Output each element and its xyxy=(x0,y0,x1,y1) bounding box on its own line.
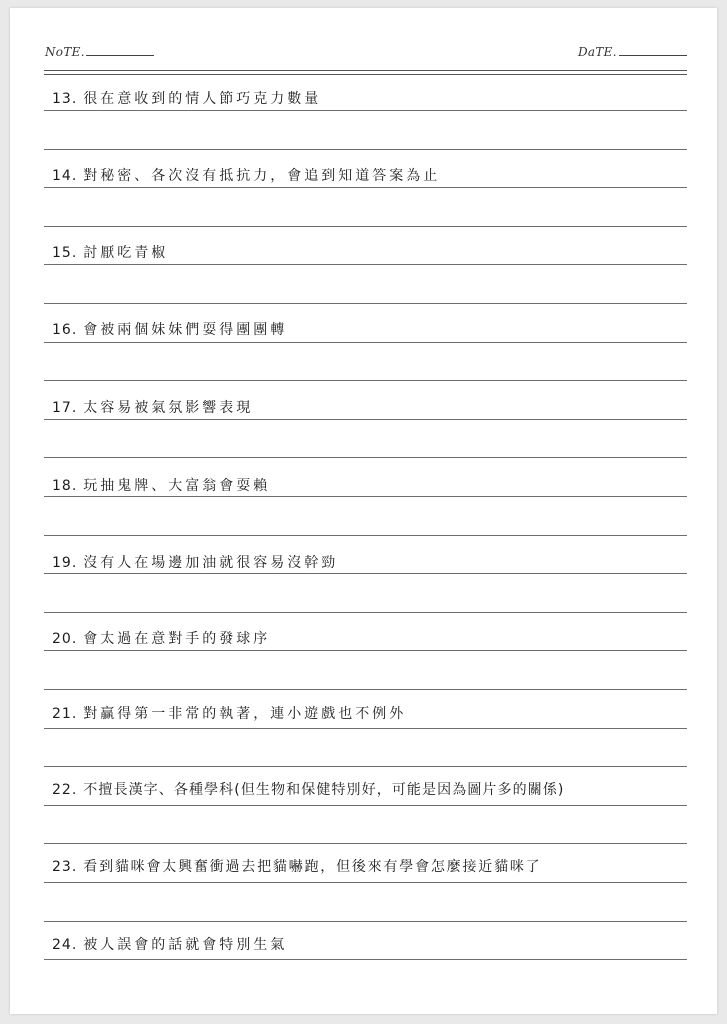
entry-text: 會被兩個妹妹們耍得團團轉 xyxy=(83,322,288,338)
ruled-line xyxy=(44,805,687,806)
entry-text: 對贏得第一非常的執著，連小遊戲也不例外 xyxy=(83,706,407,722)
ruled-line xyxy=(44,226,687,227)
ruled-line xyxy=(44,882,687,883)
entry-text: 玩抽鬼牌、大富翁會耍賴 xyxy=(83,478,271,494)
entry-text: 會太過在意對手的發球序 xyxy=(83,631,271,647)
ruled-line xyxy=(44,264,687,265)
entry-number: 17. xyxy=(52,400,78,416)
ruled-line xyxy=(44,535,687,536)
ruled-line xyxy=(44,689,687,690)
entry-20 xyxy=(52,631,270,647)
entry-17 xyxy=(52,400,253,416)
entry-13 xyxy=(52,91,321,107)
ruled-line xyxy=(44,342,687,343)
entry-number: 19. xyxy=(52,555,78,571)
entry-number: 21. xyxy=(52,706,78,722)
ruled-line xyxy=(44,187,687,188)
entry-text: 討厭吃青椒 xyxy=(83,245,169,261)
ruled-line xyxy=(44,650,687,651)
entry-number: 20. xyxy=(52,631,78,647)
ruled-line xyxy=(44,573,687,574)
entry-number: 14. xyxy=(52,168,78,184)
ruled-line xyxy=(44,380,687,381)
entry-14 xyxy=(52,168,440,184)
ruled-line xyxy=(44,303,687,304)
ruled-line xyxy=(44,149,687,150)
entry-number: 24. xyxy=(52,937,78,953)
entry-15 xyxy=(52,245,168,261)
ruled-line xyxy=(44,921,687,922)
entry-text: 對秘密、各次沒有抵抗力，會追到知道答案為止 xyxy=(83,168,441,184)
header-double-rule-top xyxy=(44,70,687,71)
entry-22 xyxy=(52,782,565,798)
entry-number: 13. xyxy=(52,91,78,107)
ruled-line xyxy=(44,612,687,613)
entry-text: 被人誤會的話就會特別生氣 xyxy=(83,937,288,953)
ruled-line xyxy=(44,959,687,960)
ruled-line xyxy=(44,457,687,458)
note-blank-line xyxy=(86,55,154,56)
ruled-line xyxy=(44,496,687,497)
entry-18 xyxy=(52,478,270,494)
entry-text: 不擅長漢字、各種學科(但生物和保健特別好，可能是因為圖片多的關係) xyxy=(83,782,565,798)
entry-text: 看到貓咪會太興奮衝過去把貓嚇跑，但後來有學會怎麼接近貓咪了 xyxy=(83,859,542,875)
date-blank-line xyxy=(619,55,687,56)
ruled-line xyxy=(44,766,687,767)
ruled-line xyxy=(44,728,687,729)
entry-text: 沒有人在場邊加油就很容易沒幹勁 xyxy=(83,555,339,571)
ruled-line xyxy=(44,419,687,420)
ruled-line xyxy=(44,843,687,844)
entry-21 xyxy=(52,706,406,722)
entry-number: 16. xyxy=(52,322,78,338)
entry-number: 23. xyxy=(52,859,78,875)
entry-text: 太容易被氣氛影響表現 xyxy=(83,400,254,416)
ruled-line xyxy=(44,110,687,111)
entry-text: 很在意收到的情人節巧克力數量 xyxy=(83,91,322,107)
entry-16 xyxy=(52,322,287,338)
note-label: NoTE. xyxy=(45,45,85,59)
entry-number: 15. xyxy=(52,245,78,261)
entry-24 xyxy=(52,937,287,953)
entry-19 xyxy=(52,555,338,571)
entry-number: 22. xyxy=(52,782,78,798)
entry-number: 18. xyxy=(52,478,78,494)
header-double-rule-bottom xyxy=(44,74,687,75)
entry-23 xyxy=(52,859,541,875)
date-label: DaTE. xyxy=(578,45,617,59)
